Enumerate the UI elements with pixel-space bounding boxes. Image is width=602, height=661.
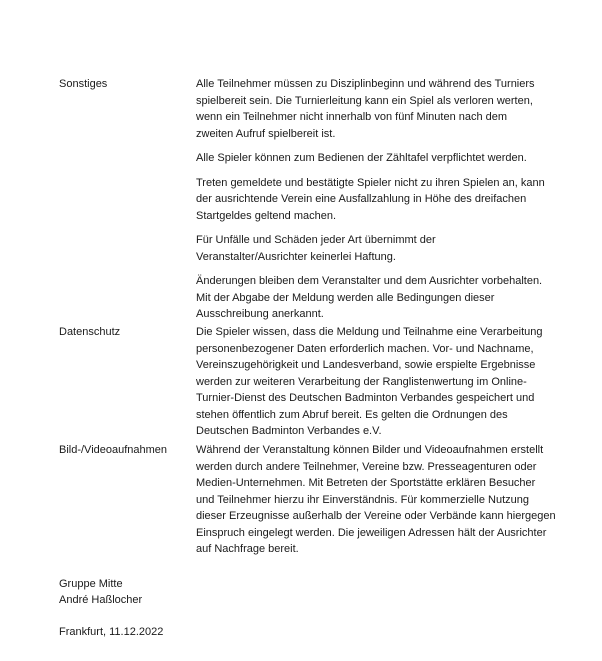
text-line: Einspruch eingelegt werden. Die jeweiligen Adressen hält der Ausrichter [196,526,547,539]
section-content-sonstiges [196,76,568,323]
text-line: Turnier-Dienst des Deutschen Badminton Verbandes gespeichert und [196,392,535,404]
text-line: und Teilnehmer hierzu ihr Einverständnis. Für kommerzielle Nutzung [196,493,530,506]
section-content-bild-videoaufnahmen [196,442,568,558]
text-line: Vereinszugehörigkeit und Landesverband, sowie erspielte Ergebnisse [196,359,536,371]
section-label-datenschutz: Datenschutz [59,326,121,338]
text-line: werden durch andere Teilnehmer, Vereine bzw. Presseagenturen oder [196,460,537,473]
text-line: Änderungen bleiben dem Veranstalter und dem Ausrichter vorbehalten. [196,275,543,287]
text-line: Deutschen Badminton Verbandes e.V. [196,425,382,437]
text-line: dieser Erzeugnisse außerhalb der Vereine oder Verbände kann hiergegen [196,510,556,522]
text-line: Ausschreibung anerkannt. [196,308,324,320]
text-line: spielbereit sein. Die Turnierleitung kann ein Spiel als verloren werten, [196,94,533,107]
footer-place-date: Frankfurt, 11.12.2022 [59,626,164,638]
text-line: Alle Spieler können zum Bedienen der Zähltafel verpflichtet werden. [196,152,527,164]
text-line: wenn ein Teilnehmer nicht innerhalb von fünf Minuten nach dem [196,111,508,123]
text-line: personenbezogener Daten erforderlich machen. Vor- und Nachname, [196,342,534,355]
text-line: Medien-Unternehmen. Mit Betreten der Sportstätte erklären Besucher [196,477,536,489]
paragraph [196,175,568,225]
text-line: werden zur weiteren Verarbeitung der Ranglistenwertung im Online- [196,375,527,388]
paragraph [196,442,568,558]
text-line: Die Spieler wissen, dass die Meldung und Teilnahme eine Verarbeitung [196,326,543,338]
text-line: Startgeldes geltend machen. [196,209,337,222]
paragraph [196,273,568,323]
text-line: der ausrichtende Verein eine Ausfallzahlung in Höhe des dreifachen [196,193,527,205]
text-line: zweiten Aufruf spielbereit ist. [196,127,336,140]
paragraph [196,232,568,265]
section-label-bild-videoaufnahmen: Bild-/Videoaufnahmen [59,444,168,456]
section-content-datenschutz [196,324,568,440]
footer-name: André Haßlocher [59,594,143,606]
text-line: stehen öffentlich zum Abruf bereit. Es gelten die Ordnungen des [196,408,508,421]
text-line: Alle Teilnehmer müssen zu Disziplinbeginn und während des Turniers [196,78,535,90]
text-line: auf Nachfrage bereit. [196,543,299,555]
paragraph [196,76,568,142]
text-line: Mit der Abgabe der Meldung werden alle Bedingungen dieser [196,291,495,304]
paragraph [196,324,568,440]
section-label-sonstiges: Sonstiges [59,78,108,90]
paragraph [196,150,568,167]
text-line: Veranstalter/Ausrichter keinerlei Haftung. [196,250,396,263]
footer-group: Gruppe Mitte [59,578,123,590]
text-line: Für Unfälle und Schäden jeder Art übernimmt der [196,234,436,246]
text-line: Während der Veranstaltung können Bilder und Videoaufnahmen erstellt [196,444,544,456]
text-line: Treten gemeldete und bestätigte Spieler nicht zu ihren Spielen an, kann [196,176,545,189]
